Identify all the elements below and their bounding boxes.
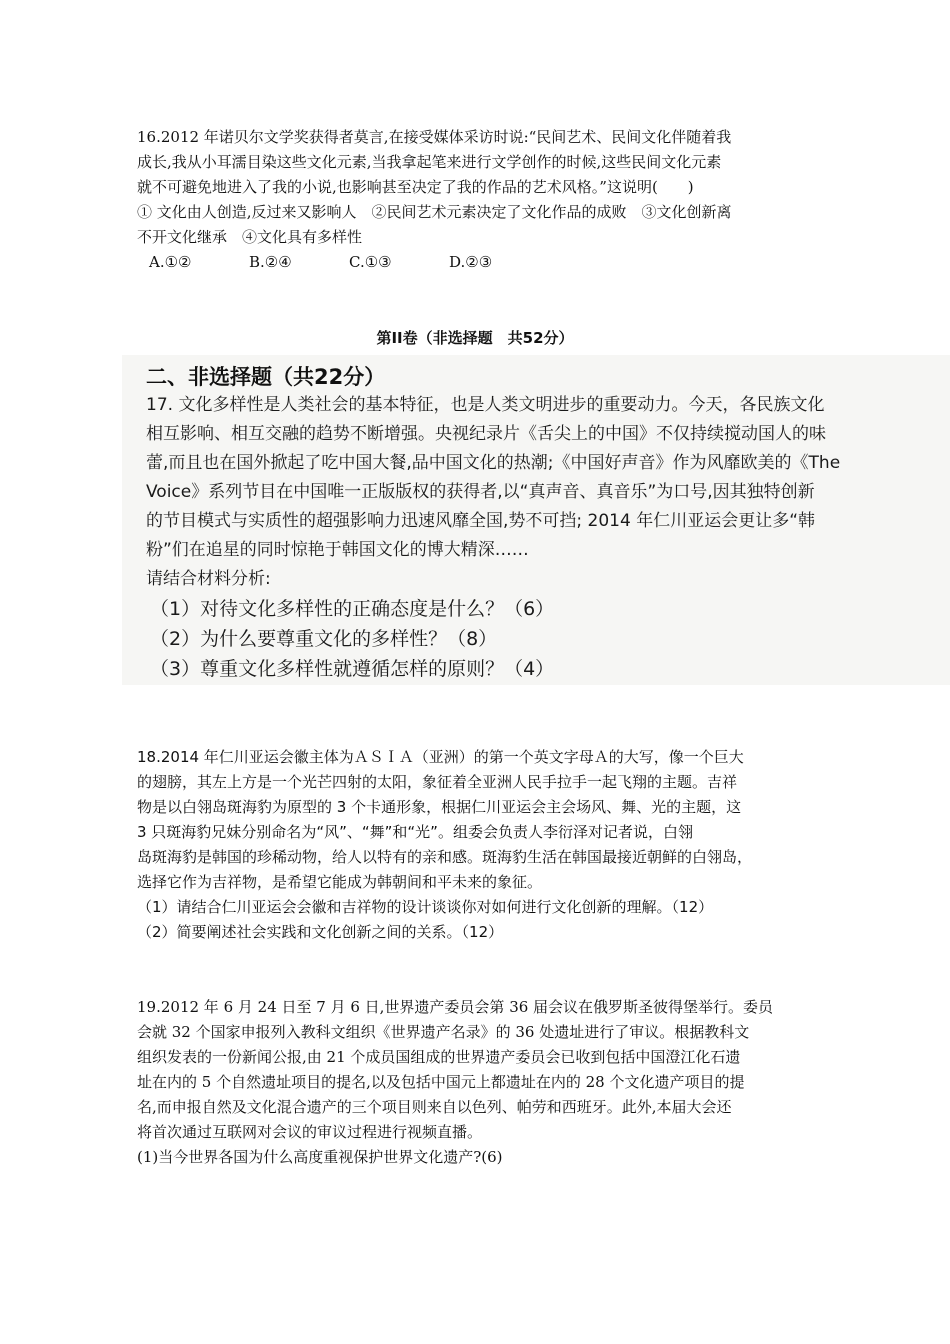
q19-line: 组织发表的一份新闻公报,由 21 个成员国组成的世界遗产委员会已收到包括中国澄江化石遗 <box>137 1048 741 1066</box>
q19-line: 址在内的 5 个自然遗址项目的提名,以及包括中国元上都遗址在内的 28 个文化遗产项目的提 <box>137 1073 745 1091</box>
q18-subquestion-2: （2）简要阐述社会实践和文化创新之间的关系。（12） <box>137 923 504 941</box>
q16-line: 成长,我从小耳濡目染这些文化元素,当我拿起笔来进行文学创作的时候,这些民间文化元素 <box>137 153 722 171</box>
question-16 <box>137 125 827 275</box>
question-19 <box>137 995 827 1170</box>
option-b: B.②④ <box>249 253 292 271</box>
q18-subquestion-1: （1）请结合仁川亚运会会徽和吉祥物的设计谈谈你对如何进行文化创新的理解。（12） <box>137 898 714 916</box>
option-d: D.②③ <box>449 253 493 271</box>
q19-line: 19.2012 年 6 月 24 日至 7 月 6 日,世界遗产委员会第 36 届会议在俄罗斯圣彼得堡举行。委员 <box>137 998 774 1016</box>
q18-line: 18.2014 年仁川亚运会徽主体为ＡＳＩＡ（亚洲）的第一个英文字母Ａ的大写，像一个巨大 <box>137 748 744 766</box>
q19-subquestion-1: (1)当今世界各国为什么高度重视保护世界文化遗产?(6) <box>137 1148 503 1166</box>
q18-line: 物是以白翎岛斑海豹为原型的 3 个卡通形象，根据仁川亚运会主会场风、舞、光的主题，这 <box>137 798 742 816</box>
question-17-scan <box>122 355 950 685</box>
q16-line: 16.2012 年诺贝尔文学奖获得者莫言,在接受媒体采访时说:“民间艺术、民间文化伴随着我 <box>137 128 732 146</box>
q17-body <box>146 391 946 684</box>
q17-line: 粉”们在追星的同时惊艳于韩国文化的博大精深…… <box>146 540 529 560</box>
q17-subquestion-2: （2）为什么要尊重文化的多样性？（8） <box>150 628 498 650</box>
q18-line: 3 只斑海豹兄妹分别命名为“风”、“舞”和“光”。组委会负责人李衍泽对记者说，白翎 <box>137 823 693 841</box>
q16-line: 就不可避免地进入了我的小说,也影响甚至决定了我的作品的艺术风格。”这说明( ) <box>137 178 694 196</box>
q17-subquestion-3: （3）尊重文化多样性就遵循怎样的原则？（4） <box>150 658 555 680</box>
question-18 <box>137 745 827 945</box>
q19-line: 名,而申报自然及文化混合遗产的三个项目则来自以色列、帕劳和西班牙。此外,本届大会还 <box>137 1098 732 1116</box>
q17-line: 17. 文化多样性是人类社会的基本特征，也是人类文明进步的重要动力。今天，各民族文化 <box>146 395 825 415</box>
q16-line: ① 文化由人创造,反过来又影响人 ②民间艺术元素决定了文化作品的成败 ③文化创新离 <box>137 203 732 221</box>
q18-line: 选择它作为吉祥物，是希望它能成为韩朝间和平未来的象征。 <box>137 873 543 891</box>
option-c: C.①③ <box>349 253 392 271</box>
section-title: 第II卷（非选择题 共52分） <box>376 329 574 347</box>
q16-options <box>137 250 827 275</box>
part-heading: 二、非选择题（共22分） <box>146 365 386 389</box>
q17-subquestion-1: （1）对待文化多样性的正确态度是什么？（6） <box>150 598 555 620</box>
q17-line: 的节目模式与实质性的超强影响力迅速风靡全国,势不可挡; 2014 年仁川亚运会更让多“韩 <box>146 511 816 531</box>
q17-line: 蕾,而且也在国外掀起了吃中国大餐,品中国文化的热潮;《中国好声音》作为风靡欧美的《The <box>146 453 841 473</box>
option-a: A.①② <box>149 253 192 271</box>
q16-line: 不开文化继承 ④文化具有多样性 <box>137 228 363 246</box>
q17-prompt: 请结合材料分析: <box>146 569 271 589</box>
q19-line: 会就 32 个国家申报列入教科文组织《世界遗产名录》的 36 处遗址进行了审议。根据教科文 <box>137 1023 750 1041</box>
q18-line: 岛斑海豹是韩国的珍稀动物，给人以特有的亲和感。斑海豹生活在韩国最接近朝鲜的白翎岛， <box>137 848 753 866</box>
q19-line: 将首次通过互联网对会议的审议过程进行视频直播。 <box>137 1123 483 1141</box>
q17-line: 相互影响、相互交融的趋势不断增强。央视纪录片《舌尖上的中国》不仅持续搅动国人的味 <box>146 424 826 444</box>
q18-line: 的翅膀，其左上方是一个光芒四射的太阳，象征着全亚洲人民手拉手一起飞翔的主题。吉祥 <box>137 773 738 791</box>
q17-line: Voice》系列节目在中国唯一正版版权的获得者,以“真声音、真音乐”为口号,因其独特创新 <box>146 482 815 502</box>
